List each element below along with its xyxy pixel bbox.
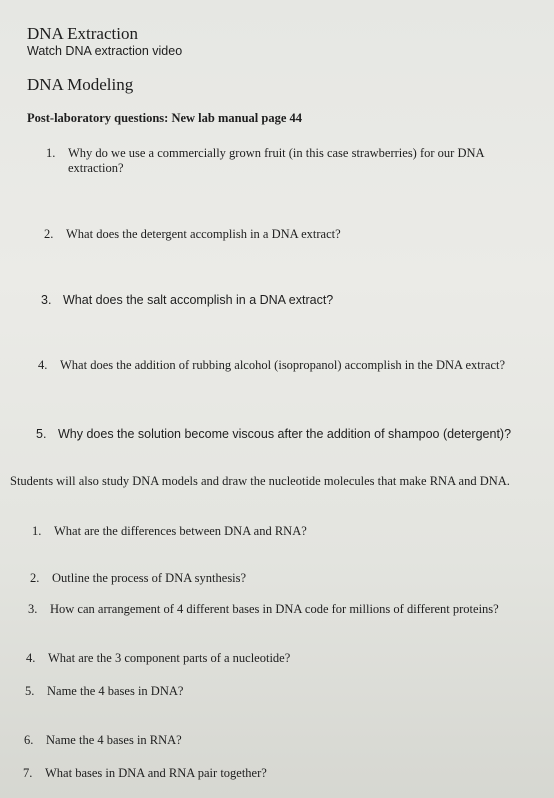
question-number: 1. xyxy=(32,524,42,538)
question-text-continued: extraction? xyxy=(68,161,124,175)
question-number: 4. xyxy=(26,651,36,665)
question-item xyxy=(24,733,182,748)
question-item xyxy=(25,684,183,699)
question-text: How can arrangement of 4 different bases in DNA code for millions of different proteins? xyxy=(50,602,499,616)
question-item xyxy=(38,358,505,373)
page-subtitle: Watch DNA extraction video xyxy=(27,44,183,58)
question-item xyxy=(44,227,341,242)
question-text: Name the 4 bases in RNA? xyxy=(46,733,182,747)
question-text: What does the salt accomplish in a DNA extract? xyxy=(63,293,334,307)
question-text: Why do we use a commercially grown fruit (in this case strawberries) for our DNA xyxy=(68,146,485,160)
question-text: What does the addition of rubbing alcohol (isopropanol) accomplish in the DNA extract? xyxy=(60,358,506,372)
question-item xyxy=(28,602,499,617)
question-text: What bases in DNA and RNA pair together? xyxy=(45,766,267,780)
question-item xyxy=(36,427,511,441)
question-number: 6. xyxy=(24,733,34,747)
question-text: Name the 4 bases in DNA? xyxy=(47,684,184,698)
question-text: What are the differences between DNA and RNA? xyxy=(54,524,307,538)
question-number: 2. xyxy=(44,227,54,241)
question-item xyxy=(41,293,333,307)
question-number: 3. xyxy=(28,602,38,616)
question-text: Outline the process of DNA synthesis? xyxy=(52,571,247,585)
section-heading-modeling: DNA Modeling xyxy=(27,75,134,94)
question-number: 5. xyxy=(36,427,47,441)
question-number: 1. xyxy=(46,146,56,160)
question-item xyxy=(23,766,267,781)
question-item xyxy=(32,524,307,539)
question-number: 4. xyxy=(38,358,48,372)
question-number: 3. xyxy=(41,293,52,307)
question-text: What are the 3 component parts of a nucleotide? xyxy=(48,651,291,665)
question-text: Why does the solution become viscous after the addition of shampoo (detergent)? xyxy=(58,427,512,441)
post-lab-heading: Post-laboratory questions: New lab manual page 44 xyxy=(27,111,303,125)
page-title: DNA Extraction xyxy=(27,24,138,43)
question-number: 2. xyxy=(30,571,40,585)
question-number: 7. xyxy=(23,766,33,780)
question-item xyxy=(26,651,290,666)
question-item xyxy=(46,146,485,161)
question-number: 5. xyxy=(25,684,35,698)
question-text: What does the detergent accomplish in a DNA extract? xyxy=(66,227,341,241)
intro-paragraph: Students will also study DNA models and draw the nucleotide molecules that make RNA and DNA. xyxy=(10,474,510,488)
question-item xyxy=(30,571,246,586)
